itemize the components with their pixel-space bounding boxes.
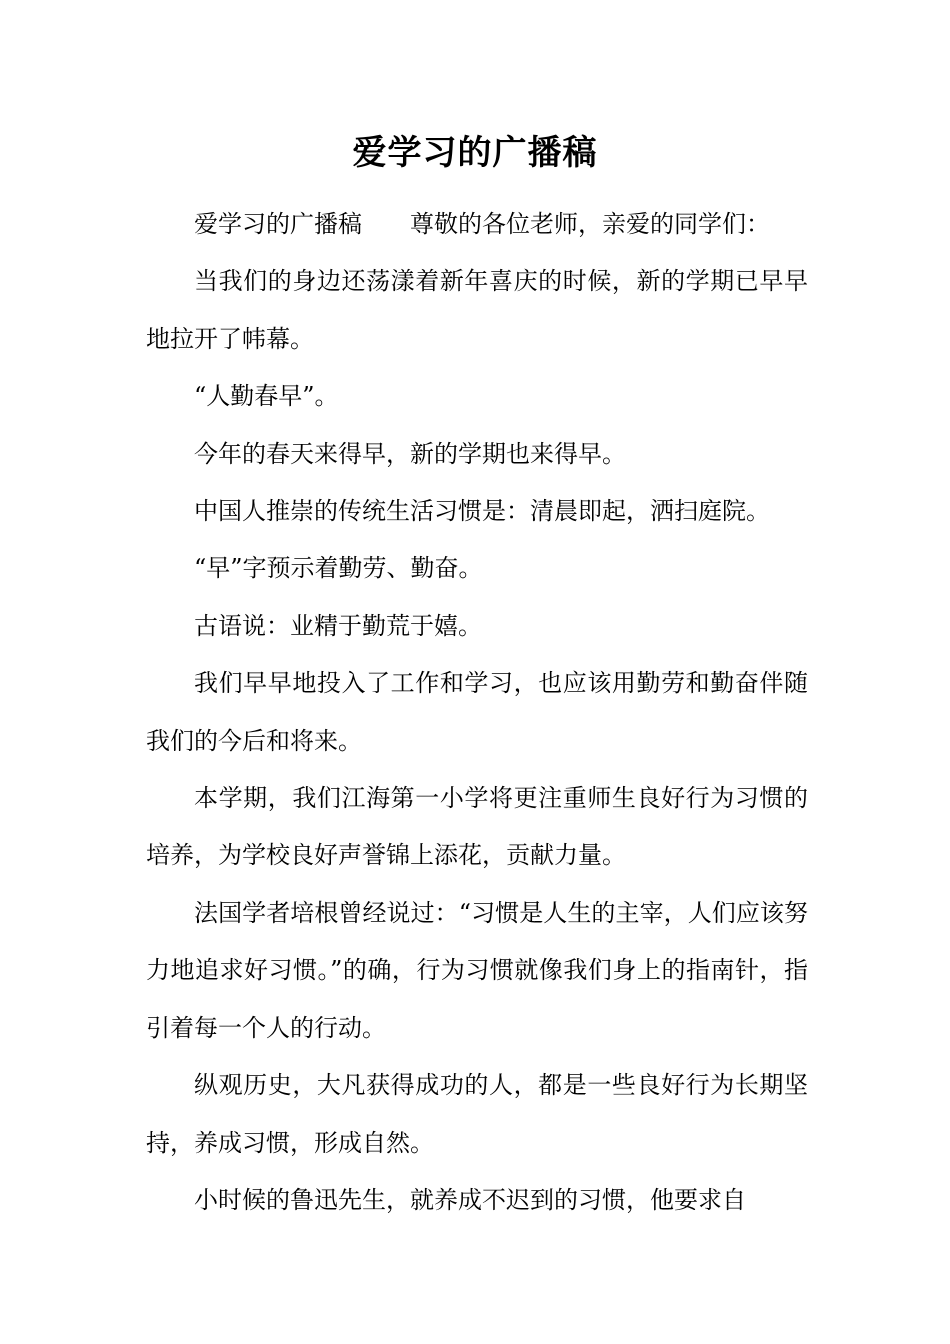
paragraph: 本学期，我们江海第一小学将更注重师生良好行为习惯的培养，为学校良好声誉锦上添花，贡献力量。 [146, 784, 808, 870]
salutation: 尊敬的各位老师，亲爱的同学们： [410, 210, 770, 238]
paragraph: 古语说：业精于勤荒于嬉。 [194, 611, 482, 640]
paragraph: 当我们的身边还荡漾着新年喜庆的时候，新的学期已早早地拉开了帏幕。 [146, 267, 808, 353]
document-title: 爱学习的广播稿 [352, 133, 598, 173]
intro-heading: 爱学习的广播稿 [194, 210, 362, 238]
paragraph: 中国人推崇的传统生活习惯是：清晨即起，洒扫庭院。 [194, 497, 770, 526]
paragraph: 法国学者培根曾经说过：“习惯是人生的主宰，人们应该努力地追求好习惯。”的确，行为习惯就像我们身上的指南针，指引着每一个人的行动。 [146, 898, 808, 1042]
intro-paragraph [146, 196, 808, 253]
document-body [146, 196, 808, 1229]
paragraph: 纵观历史，大凡获得成功的人，都是一些良好行为长期坚持，养成习惯，形成自然。 [146, 1071, 808, 1157]
paragraph: “人勤春早”。 [194, 382, 339, 411]
paragraph: 今年的春天来得早，新的学期也来得早。 [194, 439, 626, 468]
paragraph: “早”字预示着勤劳、勤奋。 [194, 554, 483, 583]
paragraph: 小时候的鲁迅先生，就养成不迟到的习惯，他要求自 [194, 1185, 746, 1214]
paragraph: 我们早早地投入了工作和学习，也应该用勤劳和勤奋伴随我们的今后和将来。 [146, 669, 808, 755]
